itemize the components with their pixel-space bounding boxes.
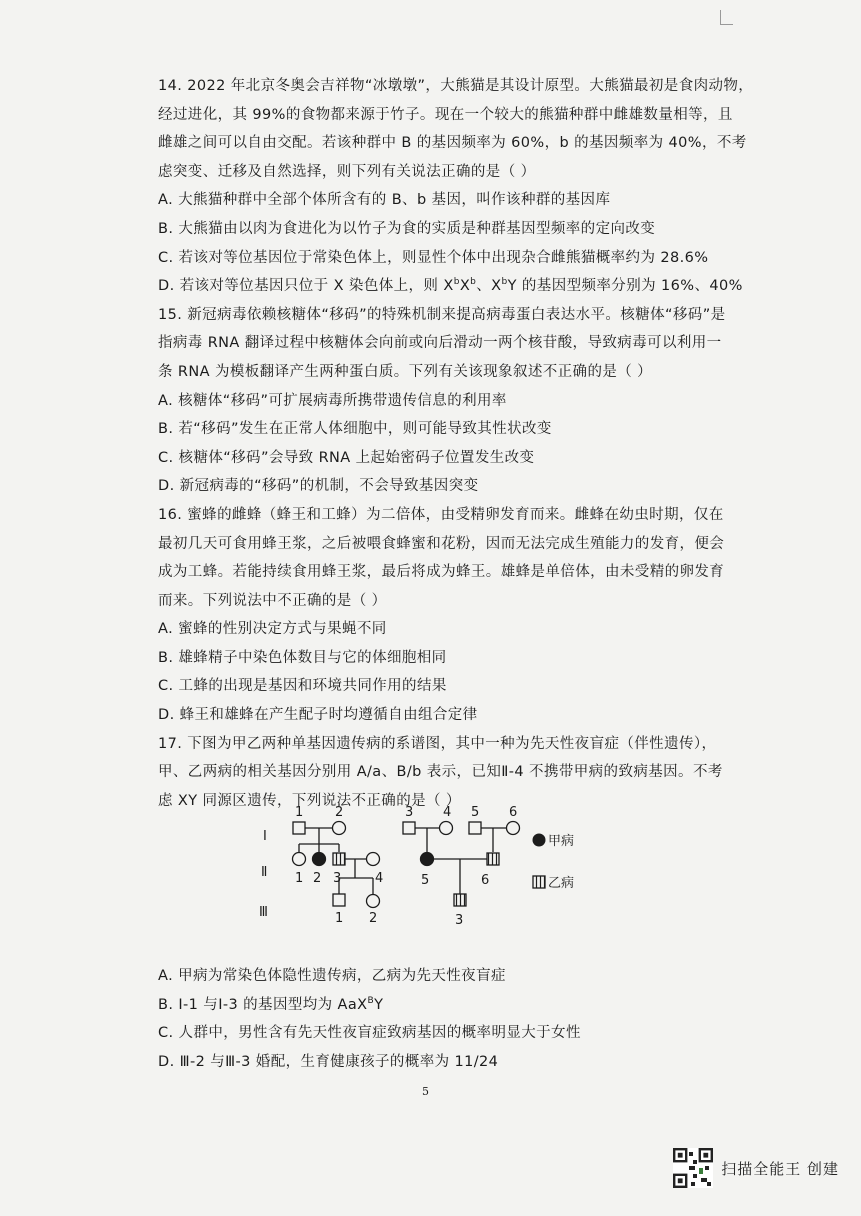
- i1-male: [293, 822, 305, 834]
- q17-option-b: B. Ⅰ-1 与Ⅰ-3 的基因型均为 AaX$^B$Y: [158, 995, 384, 1013]
- i6-female: [507, 822, 520, 835]
- question-content: [158, 72, 754, 815]
- legend-disease-a: 甲病: [548, 834, 575, 849]
- q17-option-d: D. Ⅲ-2 与Ⅲ-3 婚配，生育健康孩子的概率为 11/24: [158, 1053, 499, 1070]
- iii2-female: [367, 895, 380, 908]
- label-i1: 1: [295, 805, 304, 820]
- ii5-affected-female: [421, 853, 434, 866]
- label-i6: 6: [509, 805, 518, 820]
- q14-option-d: D. 若该对等位基因只位于 X 染色体上，则 $X^bX^b$、$X^bY$ 的基因型频率分别为 16%、40%: [158, 277, 743, 295]
- q16-option-c: C. 工蜂的出现是基因和环境共同作用的结果: [158, 678, 447, 695]
- q14-line: 经过进化，其 99%的食物都来源于竹子。现在一个较大的熊猫种群中雌雄数量相等，且: [158, 106, 733, 123]
- iii1-male: [333, 894, 345, 906]
- q15-line: 条 RNA 为模板翻译产生两种蛋白质。下列有关该现象叙述不正确的是（ ）: [158, 363, 653, 380]
- q16-line: 最初几天可食用蜂王浆，之后被喂食蜂蜜和花粉，因而无法完成生殖能力的发育，便会: [158, 535, 725, 552]
- label-ii2: 2: [313, 871, 322, 886]
- label-ii3: 3: [333, 871, 342, 886]
- q16-option-a: A. 蜜蜂的性别决定方式与果蝇不同: [158, 621, 387, 638]
- ii4-female: [367, 853, 380, 866]
- q17-line: 甲、乙两病的相关基因分别用 A/a、B/b 表示，已知Ⅱ-4 不携带甲病的致病基因。不考: [158, 764, 723, 781]
- legend-disease-b-symbol: [533, 876, 545, 888]
- question-16: [158, 501, 725, 730]
- q16-line: 而来。下列说法中不正确的是（ ）: [158, 592, 387, 609]
- q17-option-c: C. 人群中，男性含有先天性夜盲症致病基因的概率明显大于女性: [158, 1025, 581, 1042]
- label-ii5: 5: [421, 873, 430, 888]
- i2-female: [333, 822, 346, 835]
- label-i4: 4: [443, 805, 452, 820]
- generation-label-1: Ⅰ: [263, 829, 267, 844]
- ii2-affected-female: [313, 853, 326, 866]
- i5-male: [469, 822, 481, 834]
- i4-female: [440, 822, 453, 835]
- pedigree-svg: [255, 800, 595, 950]
- q17-options: [158, 962, 678, 1076]
- q16-option-d: D. 蜂王和雄蜂在产生配子时均遵循自由组合定律: [158, 707, 478, 724]
- q15-option-c: C. 核糖体“移码”会导致 RNA 上起始密码子位置发生改变: [158, 449, 535, 466]
- page-number: 5: [422, 1085, 429, 1098]
- q14-option-b: B. 大熊猫由以肉为食进化为以竹子为食的实质是种群基因型频率的定向改变: [158, 220, 656, 237]
- ii1-female: [293, 853, 306, 866]
- q15-line: 指病毒 RNA 翻译过程中核糖体会向前或向后滑动一两个核苷酸，导致病毒可以利用一: [158, 335, 722, 352]
- label-ii6: 6: [481, 873, 490, 888]
- q15-line: 15. 新冠病毒依赖核糖体“移码”的特殊机制来提高病毒蛋白表达水平。核糖体“移码”是: [158, 306, 726, 323]
- q14-line: 虑突变、迁移及自然选择，则下列有关说法正确的是（ ）: [158, 163, 536, 180]
- label-ii1: 1: [295, 871, 304, 886]
- q17-line: 虑 XY 同源区遗传，下列说法不正确的是（ ）: [158, 792, 461, 809]
- q15-option-b: B. 若“移码”发生在正常人体细胞中，则可能导致其性状改变: [158, 421, 552, 438]
- label-i5: 5: [471, 805, 480, 820]
- label-i3: 3: [405, 805, 414, 820]
- q16-line: 成为工蜂。若能持续食用蜂王浆，最后将成为蜂王。雄蜂是单倍体，由未受精的卵发育: [158, 564, 725, 581]
- scanner-watermark: [673, 1148, 839, 1188]
- i3-male: [403, 822, 415, 834]
- watermark-text: 扫描全能王 创建: [721, 1159, 839, 1178]
- q14-option-c: C. 若该对等位基因位于常染色体上，则显性个体中出现杂合雌熊猫概率约为 28.6%: [158, 249, 709, 266]
- q16-option-b: B. 雄蜂精子中染色体数目与它的体细胞相同: [158, 649, 447, 666]
- label-i2: 2: [335, 805, 344, 820]
- q16-line: 16. 蜜蜂的雌蜂（蜂王和工蜂）为二倍体，由受精卵发育而来。雌蜂在幼虫时期，仅在: [158, 506, 724, 523]
- generation-label-3: Ⅲ: [259, 905, 268, 920]
- label-iii3: 3: [455, 913, 464, 928]
- question-14: [158, 72, 754, 301]
- q14-line: 14. 2022 年北京冬奥会吉祥物“冰墩墩”，大熊猫是其设计原型。大熊猫最初是食肉动物，: [158, 78, 754, 94]
- q15-option-d: D. 新冠病毒的“移码”的机制，不会导致基因突变: [158, 478, 479, 495]
- iii3-affected-male: [454, 894, 466, 906]
- label-iii2: 2: [369, 911, 378, 926]
- qr-code-icon: [673, 1148, 713, 1188]
- legend-disease-a-symbol: [533, 834, 546, 847]
- q14-line: 雌雄之间可以自由交配。若该种群中 B 的基因频率为 60%，b 的基因频率为 40%，不考: [158, 135, 747, 152]
- question-15: [158, 301, 726, 501]
- q17-option-a: A. 甲病为常染色体隐性遗传病，乙病为先天性夜盲症: [158, 968, 506, 984]
- q15-option-a: A. 核糖体“移码”可扩展病毒所携带遗传信息的利用率: [158, 392, 507, 409]
- q17-line: 17. 下图为甲乙两种单基因遗传病的系谱图，其中一种为先天性夜盲症（伴性遗传），: [158, 735, 717, 752]
- corner-mark: [720, 10, 733, 25]
- label-iii1: 1: [335, 911, 344, 926]
- label-ii4: 4: [375, 871, 384, 886]
- legend-disease-b: 乙病: [548, 876, 575, 891]
- generation-label-2: Ⅱ: [261, 865, 268, 880]
- pedigree-diagram: [255, 800, 595, 950]
- ii3-affected-male: [333, 853, 345, 865]
- ii6-affected-male: [487, 853, 499, 865]
- q14-option-a: A. 大熊猫种群中全部个体所含有的 B、b 基因，叫作该种群的基因库: [158, 192, 611, 209]
